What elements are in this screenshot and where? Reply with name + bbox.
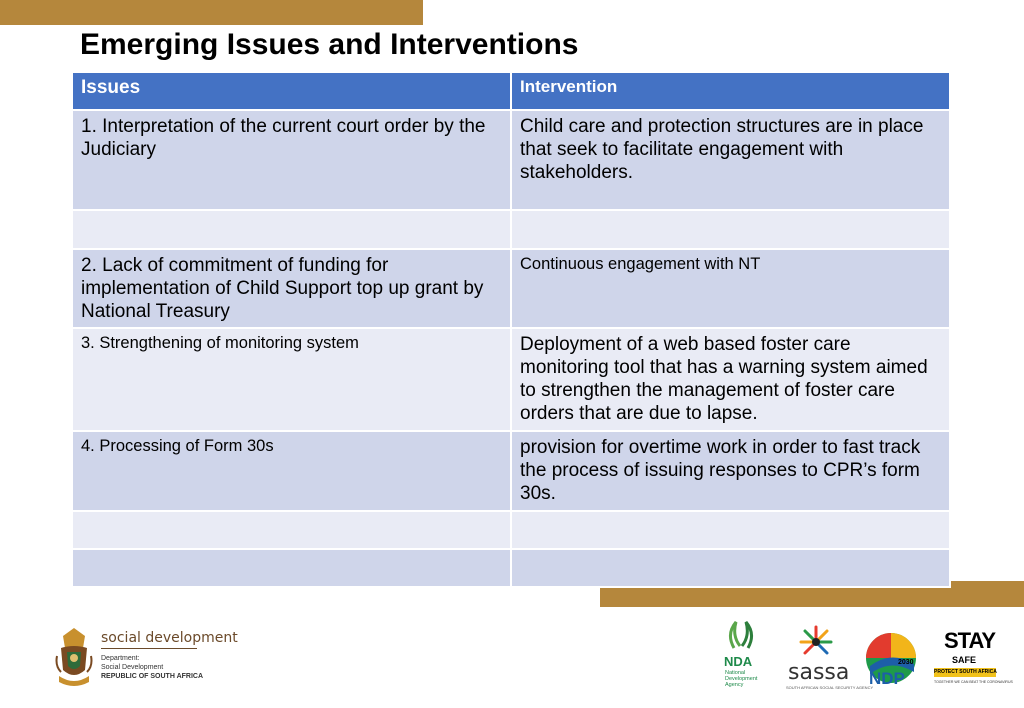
issue-cell	[72, 549, 511, 587]
dept-divider	[101, 648, 197, 649]
nda-subtitle	[725, 670, 757, 688]
header-issues: Issues	[72, 72, 511, 110]
table-row	[72, 328, 950, 431]
sassa-burst-icon	[798, 624, 834, 660]
issue-cell	[72, 210, 511, 249]
issue-cell	[72, 511, 511, 549]
sassa-logo	[786, 624, 874, 690]
nda-logo	[722, 618, 762, 692]
table-row	[72, 549, 950, 587]
table-row	[72, 210, 950, 249]
intervention-cell: Deployment of a web based foster care monitoring tool that has a warning system aimed to strengthen the management of foster care orders that are due to lapse.	[511, 328, 950, 431]
dept-name: social development	[101, 630, 238, 646]
ndp-2030-logo	[864, 628, 918, 688]
dept-line-1: Department:	[101, 655, 140, 662]
stay-safe-band: PROTECT SOUTH AFRICA	[934, 669, 997, 675]
issue-cell: 4. Processing of Form 30s	[72, 431, 511, 511]
social-development-logo	[55, 626, 238, 690]
issues-table	[71, 71, 951, 588]
intervention-cell: Continuous engagement with NT	[511, 249, 950, 328]
table-row	[72, 511, 950, 549]
nda-sub-2: Development	[725, 676, 758, 682]
ndp-year: 2030	[898, 659, 914, 666]
nda-sub-1: National	[725, 670, 746, 676]
intervention-cell: Child care and protection structures are in place that seek to facilitate engagement with stakeholders.	[511, 110, 950, 210]
issue-cell: 1. Interpretation of the current court order by the Judiciary	[72, 110, 511, 210]
dept-line-2: Social Development	[101, 664, 164, 671]
intervention-cell: provision for overtime work in order to fast track the process of issuing responses to CPR’s form 30s.	[511, 431, 950, 511]
table-header-row	[72, 72, 950, 110]
header-intervention: Intervention	[511, 72, 950, 110]
dept-line-3: REPUBLIC OF SOUTH AFRICA	[101, 673, 204, 680]
table-row	[72, 110, 950, 210]
nda-wordmark: NDA	[724, 654, 753, 669]
ndp-emblem-icon	[864, 628, 918, 688]
issue-cell: 3. Strengthening of monitoring system	[72, 328, 511, 431]
coat-of-arms-icon	[55, 626, 93, 688]
top-accent-bar	[0, 0, 423, 25]
intervention-cell	[511, 549, 950, 587]
stay-safe-logo	[930, 628, 1013, 690]
stay-safe-tagline: TOGETHER WE CAN BEAT THE CORONAVIRUS	[934, 680, 1013, 684]
issue-cell: 2. Lack of commitment of funding for implementation of Child Support top up grant by National Treasury	[72, 249, 511, 328]
sassa-subtitle: SOUTH AFRICAN SOCIAL SECURITY AGENCY	[786, 685, 874, 690]
ndp-wordmark: NDP	[869, 669, 905, 688]
table-row	[72, 431, 950, 511]
sassa-wordmark: sassa	[788, 660, 850, 685]
nda-swirl-icon	[724, 618, 758, 652]
stay-wordmark: STAY	[944, 628, 996, 653]
intervention-cell	[511, 210, 950, 249]
page-title: Emerging Issues and Interventions	[80, 28, 579, 61]
intervention-cell	[511, 511, 950, 549]
dept-details	[101, 654, 203, 681]
safe-wordmark: SAFE	[952, 655, 977, 665]
table-row	[72, 249, 950, 328]
nda-sub-3: Agency	[725, 682, 744, 688]
